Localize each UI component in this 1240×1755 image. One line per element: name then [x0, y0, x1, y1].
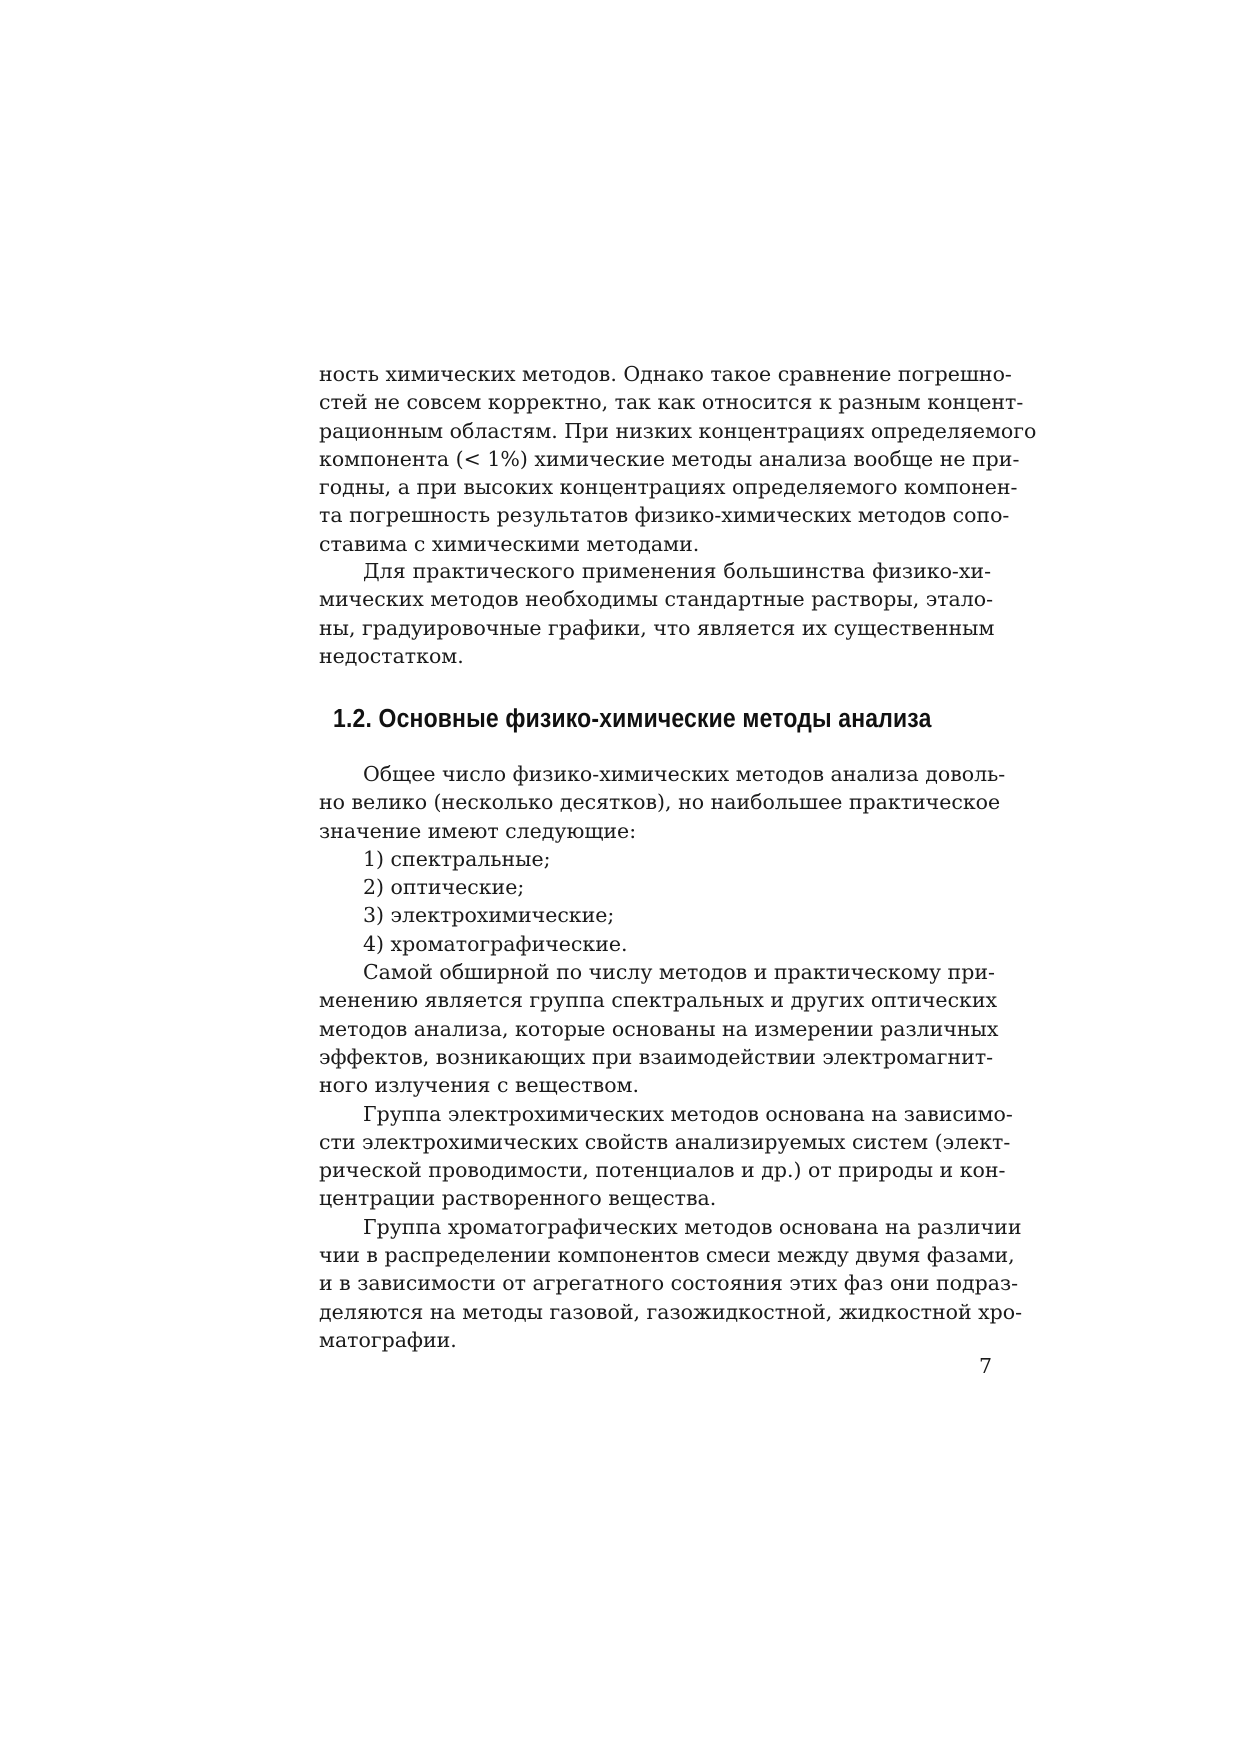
text-line: мических методов необходимы стандартные растворы, этало-: [319, 587, 994, 612]
text-line: рационным областям. При низких концентрациях определяемого: [319, 418, 1037, 443]
list-item: 2) оптические;: [363, 875, 525, 900]
text-line: ставима с химическими методами.: [319, 531, 700, 556]
text-line: центрации растворенного вещества.: [319, 1186, 717, 1211]
text-line: ность химических методов. Однако такое сравнение погрешно-: [319, 362, 1012, 386]
text-line: матографии.: [319, 1327, 457, 1352]
text-line: деляются на методы газовой, газожидкостной, жидкостной хро-: [319, 1299, 1023, 1324]
text-line: компонента (< 1%) химические методы анализа вообще не при-: [319, 446, 1020, 471]
text-line: чии в распределении компонентов смеси между двумя фазами,: [319, 1243, 1015, 1268]
text-line: ного излучения с веществом.: [319, 1073, 640, 1098]
text-line: Группа электрохимических методов основана на зависимо-: [363, 1101, 1013, 1126]
text-line: методов анализа, которые основаны на измерении различных: [319, 1016, 999, 1041]
text-line: Группа хроматографических методов основана на различии: [363, 1214, 1022, 1239]
text-line: годны, а при высоких концентрациях определяемого компонен-: [319, 475, 1018, 500]
text-line: эффектов, возникающих при взаимодействии электромагнит-: [319, 1044, 994, 1069]
list-item: 4) хроматографические.: [363, 931, 628, 956]
text-line: Самой обширной по числу методов и практическому при-: [363, 960, 995, 985]
text-line: менению является группа спектральных и других оптических: [319, 988, 998, 1013]
text-line: значение имеют следующие:: [319, 818, 637, 843]
text-line: Для практического применения большинства физико-хи-: [363, 559, 991, 583]
list-item: 3) электрохимические;: [363, 903, 615, 928]
text-line: рической проводимости, потенциалов и др.) от природы и кон-: [319, 1158, 1006, 1183]
page-number: 7: [978, 1354, 992, 1378]
text-line: сти электрохимических свойств анализируемых систем (элект-: [319, 1129, 1011, 1154]
list-item: 1) спектральные;: [363, 846, 551, 871]
section-body: [319, 760, 1023, 1354]
text-line: и в зависимости от агрегатного состояния этих фаз они подраз-: [319, 1271, 1019, 1296]
text-line: но велико (несколько десятков), но наибольшее практическое: [319, 790, 1001, 815]
paragraph-standards: [319, 557, 995, 670]
text-line: недостатком.: [319, 643, 464, 668]
text-line: та погрешность результатов физико-химических методов сопо-: [319, 503, 1010, 528]
text-line: Общее число физико-химических методов анализа доволь-: [363, 762, 1006, 786]
paragraph-continued: [319, 360, 1037, 558]
text-line: стей не совсем корректно, так как относится к разным концент-: [319, 390, 1024, 415]
text-line: ны, градуировочные графики, что является их существенным: [319, 615, 995, 640]
section-heading: 1.2. Основные физико-химические методы анализа: [333, 705, 932, 733]
